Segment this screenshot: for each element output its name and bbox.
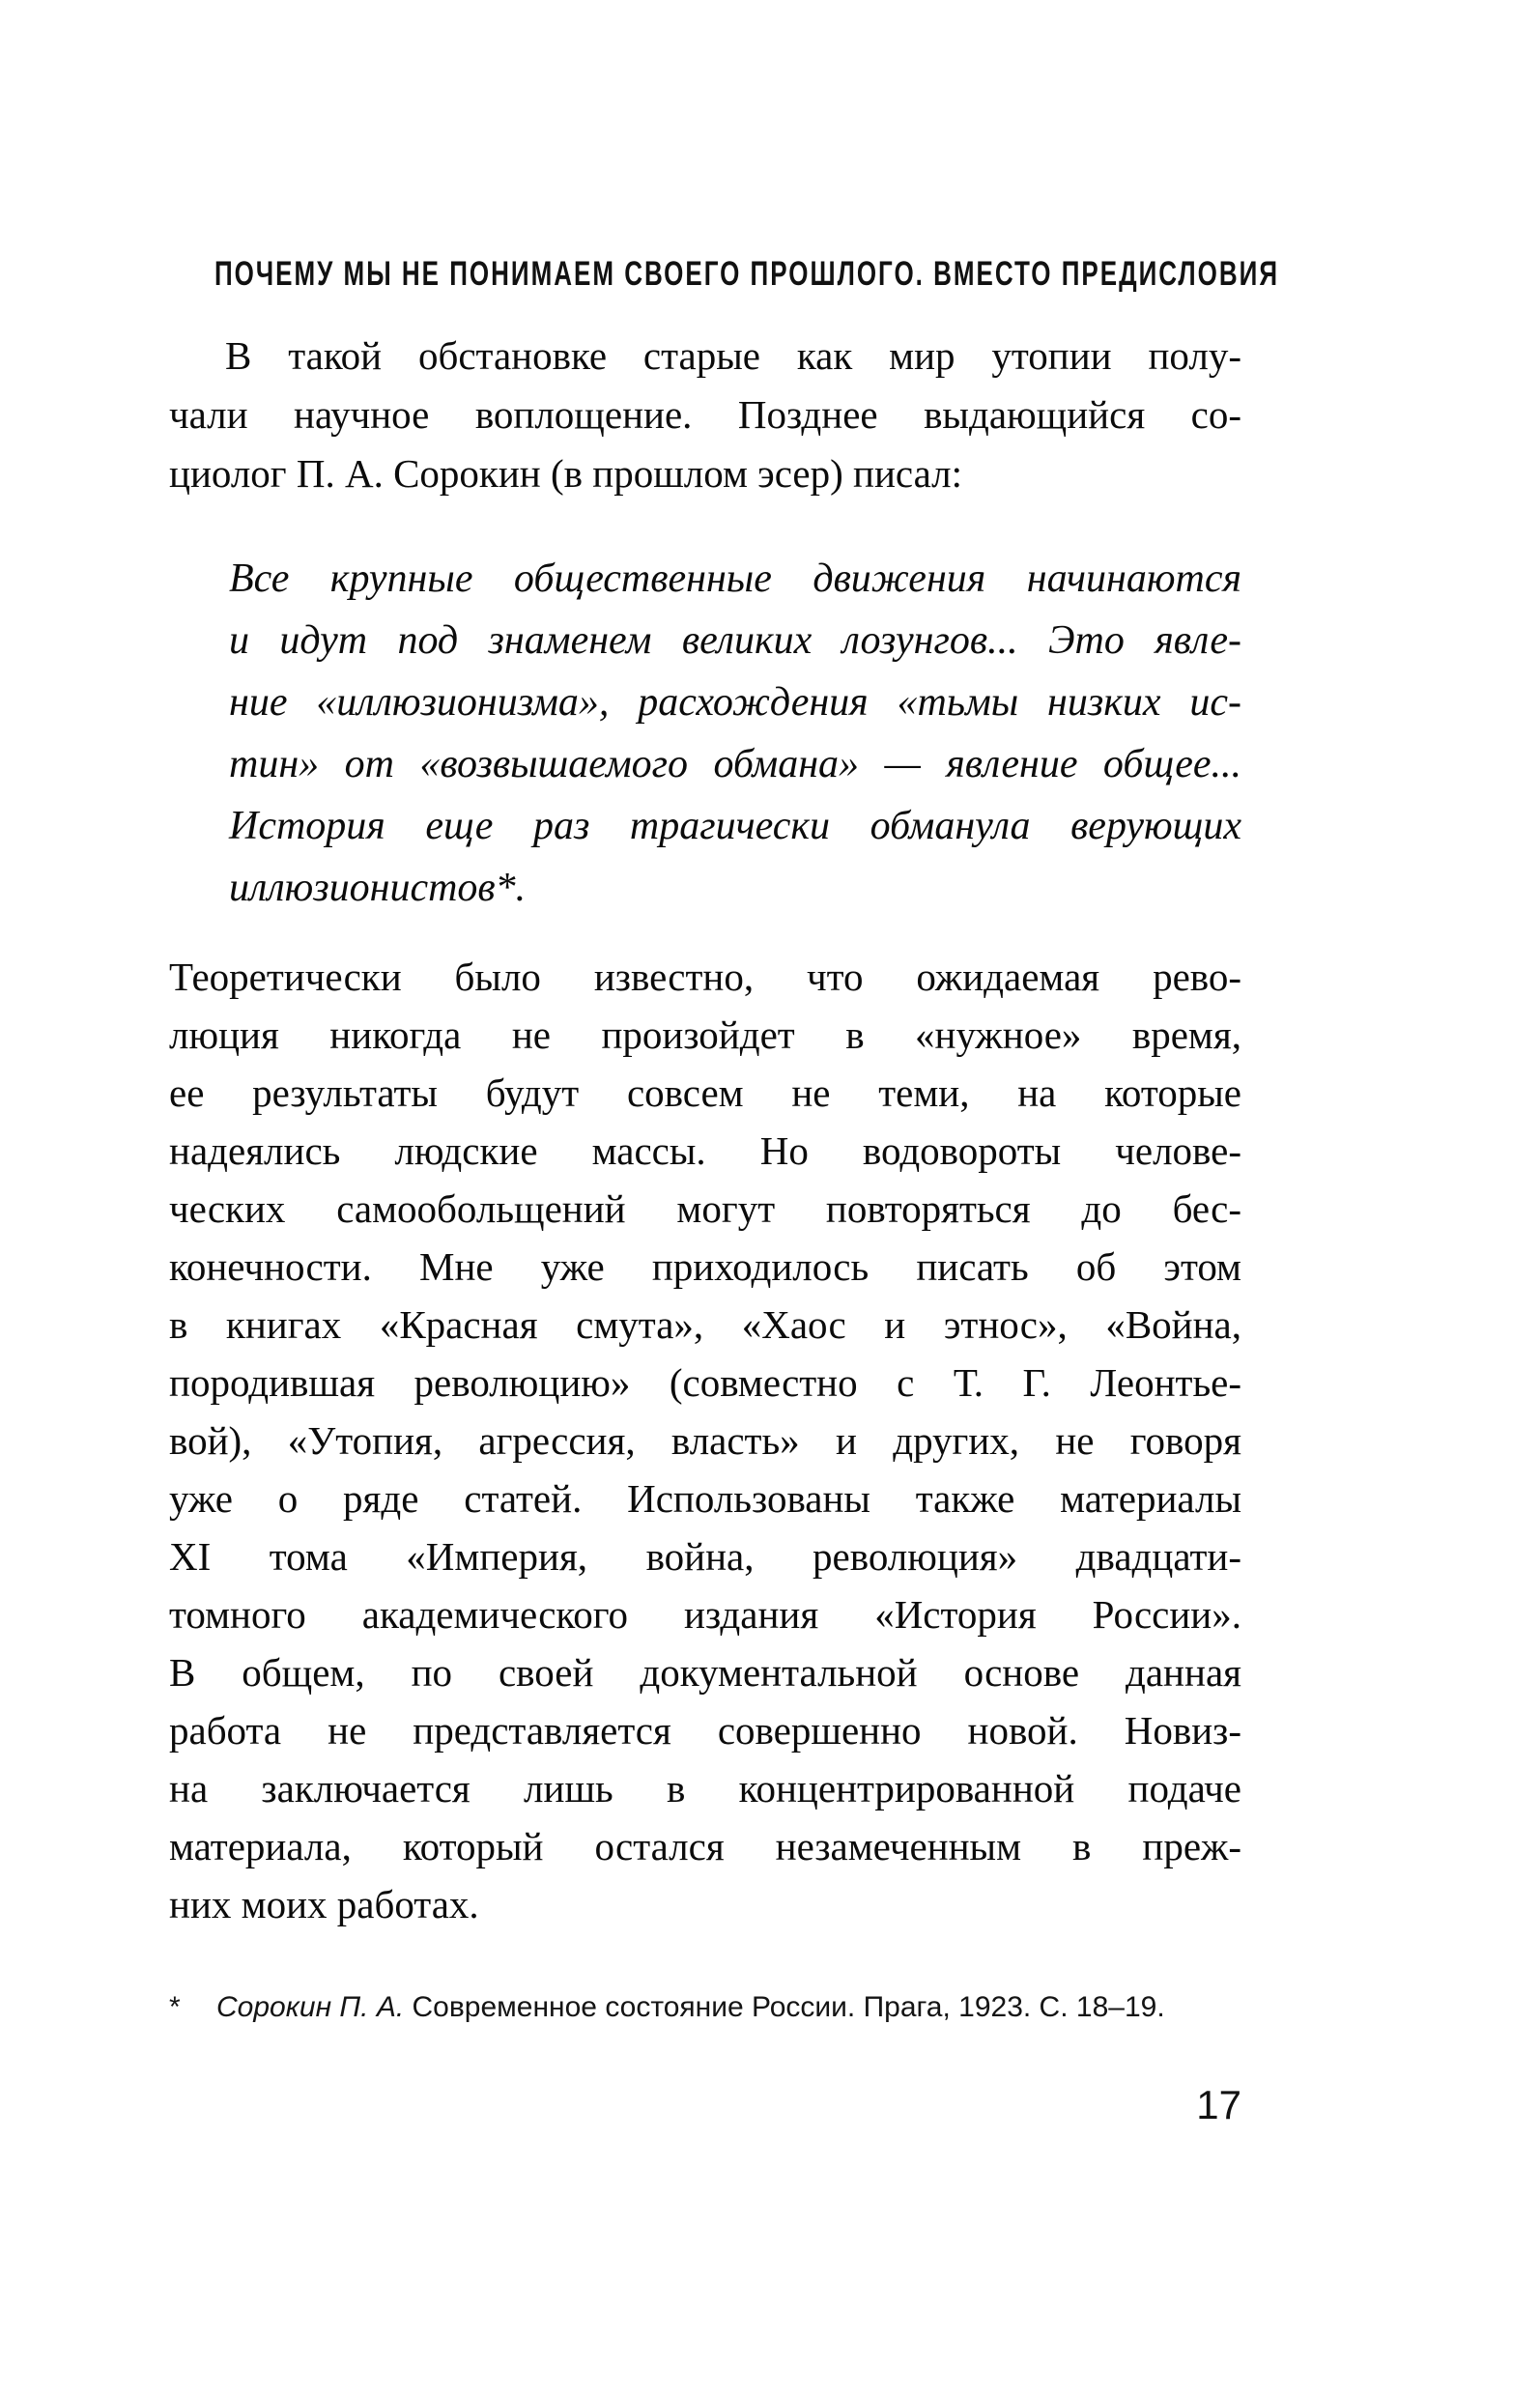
footnote-text: Современное состояние России. Прага, 1923. С. 18–19. bbox=[412, 1991, 1165, 2023]
text-line: Все крупные общественные движения начинаются bbox=[229, 556, 1241, 601]
text-line: работа не представляется совершенно новой. Новиз- bbox=[169, 1708, 1241, 1753]
text-line: вой), «Утопия, агрессия, власть» и других, не говоря bbox=[169, 1418, 1241, 1463]
running-head: ПОЧЕМУ МЫ НЕ ПОНИМАЕМ СВОЕГО ПРОШЛОГО. ВМЕСТО ПРЕДИСЛОВИЯ bbox=[214, 253, 1280, 294]
text-line: материала, который остался незамеченным в преж- bbox=[169, 1824, 1241, 1868]
text-line: тин» от «возвышаемого обмана» — явление общее... bbox=[229, 742, 1241, 786]
text-line: В такой обстановке старые как мир утопии полу- bbox=[225, 333, 1241, 378]
text-line: в книгах «Красная смута», «Хаос и этнос», «Война, bbox=[169, 1302, 1241, 1347]
text-line: томного академического издания «История России». bbox=[169, 1592, 1241, 1637]
text-line: конечности. Мне уже приходилось писать об этом bbox=[169, 1244, 1241, 1289]
intro-paragraph bbox=[169, 327, 1241, 503]
text-line: надеялись людские массы. Но водовороты челове- bbox=[169, 1128, 1241, 1173]
text-line: XI тома «Империя, война, революция» двадцати- bbox=[169, 1534, 1241, 1579]
text-line: иллюзионистов*. bbox=[229, 866, 527, 910]
text-line: История еще раз трагически обманула верующих bbox=[229, 804, 1241, 848]
footnote-body bbox=[216, 1988, 1165, 2027]
text-line: Теоретически было известно, что ожидаемая рево- bbox=[169, 955, 1241, 999]
text-line: на заключается лишь в концентрированной подаче bbox=[169, 1766, 1241, 1811]
text-line: люция никогда не произойдет в «нужное» время, bbox=[169, 1013, 1241, 1057]
text-line: породившая революцию» (совместно с Т. Г. Леонтье- bbox=[169, 1360, 1241, 1405]
footnote bbox=[169, 1988, 1241, 2027]
main-paragraph bbox=[169, 948, 1241, 1933]
text-line: ческих самообольщений могут повторяться до бес- bbox=[169, 1186, 1241, 1231]
text-line: ние «иллюзионизма», расхождения «тьмы низких ис- bbox=[229, 680, 1241, 725]
text-line: них моих работах. bbox=[169, 1882, 479, 1926]
text-line: уже о ряде статей. Использованы также материалы bbox=[169, 1476, 1241, 1521]
block-quote bbox=[229, 548, 1241, 919]
page-number: 17 bbox=[1196, 2082, 1241, 2127]
text-line: циолог П. А. Сорокин (в прошлом эсер) писал: bbox=[169, 451, 963, 496]
footnote-marker: * bbox=[169, 1991, 181, 2023]
text-line: и идут под знаменем великих лозунгов... Это явле- bbox=[229, 618, 1241, 663]
footnote-author: Сорокин П. А. bbox=[216, 1991, 405, 2023]
text-line: ее результаты будут совсем не теми, на которые bbox=[169, 1070, 1241, 1115]
text-line: чали научное воплощение. Позднее выдающийся со- bbox=[169, 392, 1241, 437]
text-line: В общем, по своей документальной основе данная bbox=[169, 1650, 1241, 1695]
